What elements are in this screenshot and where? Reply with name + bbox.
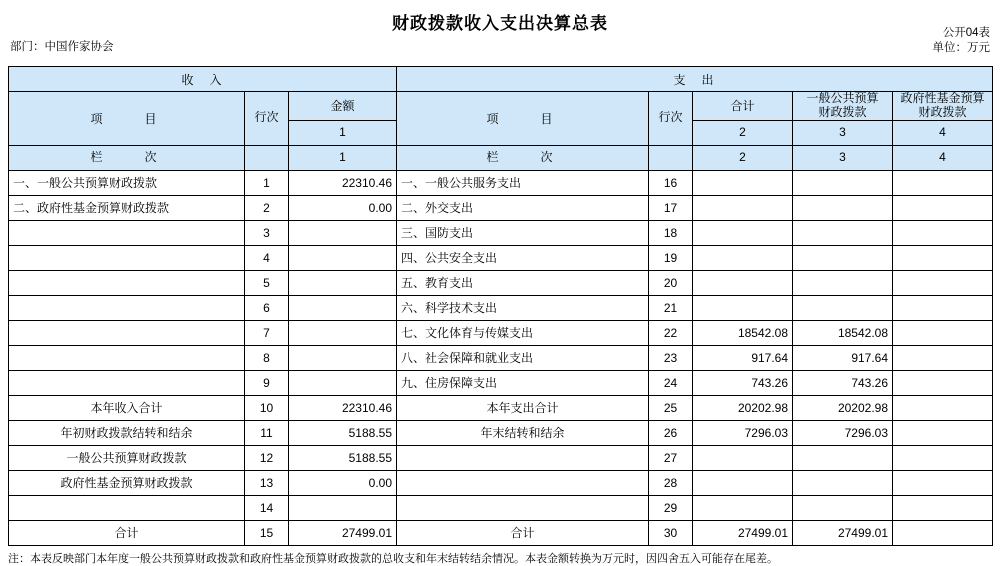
header-income-amount: 金额 <box>289 92 397 121</box>
expense-general-public-cell <box>793 270 893 295</box>
expense-total-cell <box>693 270 793 295</box>
expense-rownum-cell: 29 <box>649 495 693 520</box>
income-amount-cell <box>289 495 397 520</box>
expense-rownum-cell: 18 <box>649 220 693 245</box>
expense-total-cell <box>693 495 793 520</box>
expense-rownum-cell: 17 <box>649 195 693 220</box>
expense-rownum-cell: 26 <box>649 420 693 445</box>
document-page <box>0 9 1000 565</box>
header-expense-lanci: 栏 次 <box>397 145 649 170</box>
expense-gov-fund-cell <box>893 370 993 395</box>
expense-rownum-cell: 25 <box>649 395 693 420</box>
header-income-group: 收 入 <box>9 67 397 92</box>
header-expense-col3: 3 <box>793 120 893 145</box>
income-rownum-cell: 3 <box>245 220 289 245</box>
expense-total-cell <box>693 470 793 495</box>
expense-rownum-cell: 27 <box>649 445 693 470</box>
expense-gov-fund-cell <box>893 395 993 420</box>
header-expense-gov-fund <box>893 92 993 121</box>
expense-gov-fund-cell <box>893 345 993 370</box>
expense-total-cell <box>693 445 793 470</box>
income-item-cell: 二、政府性基金预算财政拨款 <box>9 195 245 220</box>
document-meta <box>8 27 992 66</box>
expense-general-public-cell <box>793 170 893 195</box>
income-rownum-cell: 12 <box>245 445 289 470</box>
expense-rownum-cell: 19 <box>649 245 693 270</box>
expense-general-public-cell: 743.26 <box>793 370 893 395</box>
expense-rownum-cell: 22 <box>649 320 693 345</box>
expense-item-cell <box>397 445 649 470</box>
header-expense-item: 项 目 <box>397 92 649 146</box>
table-body <box>9 170 993 545</box>
expense-total-cell <box>693 220 793 245</box>
financial-table <box>8 66 993 546</box>
expense-item-cell: 二、外交支出 <box>397 195 649 220</box>
table-row <box>9 370 993 395</box>
income-item-cell: 一般公共预算财政拨款 <box>9 445 245 470</box>
expense-total-cell <box>693 195 793 220</box>
expense-general-public-cell <box>793 195 893 220</box>
header-expense-general-public-line2: 财政拨款 <box>818 104 867 119</box>
expense-item-cell: 年末结转和结余 <box>397 420 649 445</box>
table-row <box>9 495 993 520</box>
header-expense-col4: 4 <box>893 120 993 145</box>
income-amount-cell <box>289 295 397 320</box>
table-row <box>9 245 993 270</box>
expense-gov-fund-cell <box>893 520 993 545</box>
expense-total-cell <box>693 170 793 195</box>
table-row <box>9 345 993 370</box>
table-row <box>9 295 993 320</box>
income-amount-cell <box>289 220 397 245</box>
income-item-cell: 一、一般公共预算财政拨款 <box>9 170 245 195</box>
income-item-cell <box>9 345 245 370</box>
expense-total-cell: 27499.01 <box>693 520 793 545</box>
income-item-cell <box>9 220 245 245</box>
income-rownum-cell: 7 <box>245 320 289 345</box>
income-item-cell <box>9 370 245 395</box>
department-label: 部门：中国作家协会 <box>10 41 114 53</box>
income-item-cell <box>9 245 245 270</box>
income-rownum-cell: 8 <box>245 345 289 370</box>
income-rownum-cell: 14 <box>245 495 289 520</box>
expense-rownum-cell: 23 <box>649 345 693 370</box>
expense-general-public-cell: 27499.01 <box>793 520 893 545</box>
income-rownum-cell: 1 <box>245 170 289 195</box>
unit-label: 单位：万元 <box>932 42 990 54</box>
income-amount-cell <box>289 245 397 270</box>
income-rownum-cell: 10 <box>245 395 289 420</box>
expense-item-cell: 合计 <box>397 520 649 545</box>
expense-gov-fund-cell <box>893 195 993 220</box>
expense-general-public-cell <box>793 470 893 495</box>
expense-gov-fund-cell <box>893 170 993 195</box>
header-expense-total: 合计 <box>693 92 793 121</box>
header-expense-general-public <box>793 92 893 121</box>
expense-item-cell: 八、社会保障和就业支出 <box>397 345 649 370</box>
header-expense-gov-fund-line1: 政府性基金预算 <box>900 91 985 105</box>
expense-rownum-cell: 21 <box>649 295 693 320</box>
expense-total-cell <box>693 295 793 320</box>
expense-gov-fund-cell <box>893 470 993 495</box>
income-amount-cell: 0.00 <box>289 470 397 495</box>
expense-general-public-cell <box>793 245 893 270</box>
header-expense-lanci-col3: 3 <box>793 145 893 170</box>
expense-item-cell: 九、住房保障支出 <box>397 370 649 395</box>
income-item-cell <box>9 270 245 295</box>
table-header-sub-row <box>9 92 993 121</box>
expense-general-public-cell: 18542.08 <box>793 320 893 345</box>
expense-general-public-cell: 917.64 <box>793 345 893 370</box>
expense-general-public-cell <box>793 295 893 320</box>
income-item-cell: 政府性基金预算财政拨款 <box>9 470 245 495</box>
table-row <box>9 170 993 195</box>
expense-total-cell: 20202.98 <box>693 395 793 420</box>
table-row <box>9 445 993 470</box>
income-amount-cell <box>289 270 397 295</box>
form-code-label: 公开04表 <box>942 27 990 39</box>
expense-item-cell <box>397 495 649 520</box>
income-rownum-cell: 9 <box>245 370 289 395</box>
expense-rownum-cell: 20 <box>649 270 693 295</box>
header-expense-lanci-col4: 4 <box>893 145 993 170</box>
income-item-cell <box>9 295 245 320</box>
header-expense-lanci-col2: 2 <box>693 145 793 170</box>
expense-item-cell: 四、公共安全支出 <box>397 245 649 270</box>
expense-rownum-cell: 28 <box>649 470 693 495</box>
expense-rownum-cell: 30 <box>649 520 693 545</box>
table-row <box>9 270 993 295</box>
header-income-lanci-col1: 1 <box>289 145 397 170</box>
income-item-cell <box>9 495 245 520</box>
table-row <box>9 195 993 220</box>
header-expense-col2: 2 <box>693 120 793 145</box>
income-rownum-cell: 15 <box>245 520 289 545</box>
income-rownum-cell: 13 <box>245 470 289 495</box>
table-row <box>9 470 993 495</box>
header-income-col1: 1 <box>289 120 397 145</box>
table-header-group-row <box>9 67 993 92</box>
income-amount-cell: 27499.01 <box>289 520 397 545</box>
income-amount-cell <box>289 370 397 395</box>
table-note: 注：本表反映部门本年度一般公共预算财政拨款和政府性基金预算财政拨款的总收支和年末结转结余情况。本表金额转换为万元时，因四舍五入可能存在尾差。 <box>8 552 778 565</box>
expense-total-cell <box>693 245 793 270</box>
expense-gov-fund-cell <box>893 495 993 520</box>
table-row <box>9 520 993 545</box>
table-row <box>9 420 993 445</box>
header-expense-group: 支 出 <box>397 67 993 92</box>
expense-gov-fund-cell <box>893 270 993 295</box>
expense-total-cell: 917.64 <box>693 345 793 370</box>
table-row <box>9 220 993 245</box>
expense-gov-fund-cell <box>893 245 993 270</box>
expense-general-public-cell <box>793 495 893 520</box>
expense-total-cell: 743.26 <box>693 370 793 395</box>
expense-general-public-cell: 7296.03 <box>793 420 893 445</box>
income-amount-cell <box>289 320 397 345</box>
income-rownum-cell: 2 <box>245 195 289 220</box>
header-income-lanci: 栏 次 <box>9 145 245 170</box>
expense-gov-fund-cell <box>893 320 993 345</box>
header-expense-rownum: 行次 <box>649 92 693 146</box>
expense-rownum-cell: 24 <box>649 370 693 395</box>
income-rownum-cell: 6 <box>245 295 289 320</box>
header-income-rownum: 行次 <box>245 92 289 146</box>
page-title: 财政拨款收入支出决算总表 <box>392 14 608 33</box>
expense-gov-fund-cell <box>893 420 993 445</box>
income-rownum-cell: 5 <box>245 270 289 295</box>
expense-item-cell: 五、教育支出 <box>397 270 649 295</box>
income-item-cell: 合计 <box>9 520 245 545</box>
expense-rownum-cell: 16 <box>649 170 693 195</box>
expense-gov-fund-cell <box>893 295 993 320</box>
expense-item-cell: 一、一般公共服务支出 <box>397 170 649 195</box>
expense-item-cell <box>397 470 649 495</box>
header-income-item: 项 目 <box>9 92 245 146</box>
header-expense-general-public-line1: 一般公共预算 <box>806 91 879 105</box>
table-row <box>9 395 993 420</box>
expense-general-public-cell: 20202.98 <box>793 395 893 420</box>
expense-item-cell: 三、国防支出 <box>397 220 649 245</box>
table-header-lanci-row <box>9 145 993 170</box>
expense-general-public-cell <box>793 445 893 470</box>
expense-item-cell: 六、科学技术支出 <box>397 295 649 320</box>
income-rownum-cell: 4 <box>245 245 289 270</box>
income-item-cell <box>9 320 245 345</box>
expense-gov-fund-cell <box>893 445 993 470</box>
income-amount-cell: 22310.46 <box>289 170 397 195</box>
table-row <box>9 320 993 345</box>
income-amount-cell: 0.00 <box>289 195 397 220</box>
header-income-lanci-rownum-blank <box>245 145 289 170</box>
expense-general-public-cell <box>793 220 893 245</box>
expense-total-cell: 18542.08 <box>693 320 793 345</box>
expense-gov-fund-cell <box>893 220 993 245</box>
expense-item-cell: 七、文化体育与传媒支出 <box>397 320 649 345</box>
income-item-cell: 本年收入合计 <box>9 395 245 420</box>
expense-total-cell: 7296.03 <box>693 420 793 445</box>
income-amount-cell <box>289 345 397 370</box>
income-amount-cell: 5188.55 <box>289 420 397 445</box>
income-amount-cell: 5188.55 <box>289 445 397 470</box>
header-expense-gov-fund-line2: 财政拨款 <box>918 104 967 119</box>
income-item-cell: 年初财政拨款结转和结余 <box>9 420 245 445</box>
income-amount-cell: 22310.46 <box>289 395 397 420</box>
income-rownum-cell: 11 <box>245 420 289 445</box>
expense-item-cell: 本年支出合计 <box>397 395 649 420</box>
header-expense-lanci-rownum-blank <box>649 145 693 170</box>
